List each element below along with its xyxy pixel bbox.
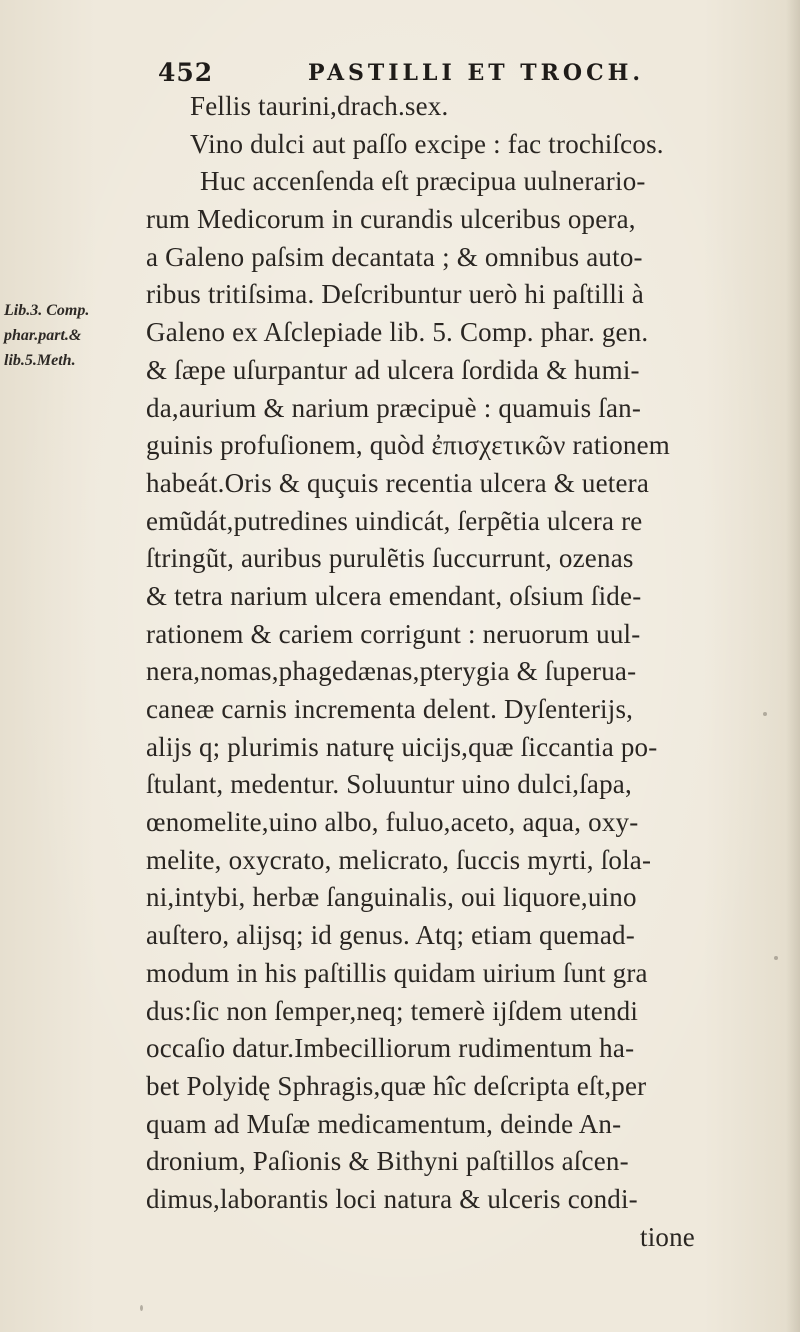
body-text <box>146 88 766 1256</box>
text-line: ribus tritiſsima. Deſcribuntur uerò hi paſtilli à <box>146 279 644 310</box>
text-line: quam ad Muſæ medicamentum, deinde An- <box>146 1108 622 1139</box>
paper-speck <box>140 1305 143 1311</box>
text-line: Galeno ex Aſclepiade lib. 5. Comp. phar. gen. <box>146 317 649 348</box>
text-line: Vino dulci aut paſſo excipe : fac trochiſcos. <box>190 128 664 159</box>
text-line: Huc accenſenda eſt præcipua uulnerario- <box>200 166 646 197</box>
paper-speck <box>774 956 778 960</box>
text-line: modum in his paſtillis quidam uirium ſunt gra <box>146 957 648 988</box>
text-line: & tetra narium ulcera emendant, oſsium ſide- <box>146 580 642 611</box>
page-edge-shadow <box>786 0 800 1332</box>
text-line: melite, oxycrato, melicrato, ſuccis myrti, ſola- <box>146 844 652 875</box>
text-line: bet Polyidę Sphragis,quæ hîc deſcripta eſt,per <box>146 1070 647 1101</box>
text-line: tione <box>640 1221 695 1252</box>
text-line: œnomelite,uino albo, fuluo,aceto, aqua, oxy- <box>146 807 639 838</box>
text-line: nera,nomas,phagedænas,pterygia & ſuperua- <box>146 656 637 687</box>
running-head: PASTILLI ET TROCH. <box>308 60 645 86</box>
margin-note-line: lib.5.Meth. <box>4 352 76 369</box>
text-line: Fellis taurini,drach.sex. <box>190 91 449 121</box>
text-line: a Galeno paſsim decantata ; & omnibus auto- <box>146 241 643 272</box>
text-line: guinis profuſionem, quòd ἐπισχετικῶν rationem <box>146 430 671 461</box>
margin-note-line: phar.part.& <box>4 327 82 344</box>
paper-speck <box>763 712 767 716</box>
text-line: & ſæpe uſurpantur ad ulcera ſordida & humi- <box>146 354 640 385</box>
text-line: alijs q; plurimis naturę uicijs,quæ ſiccantia po- <box>146 731 658 762</box>
text-line: ſtulant, medentur. Soluuntur uino dulci,ſapa, <box>146 769 632 800</box>
text-line: ni,intybi, herbæ ſanguinalis, oui liquore,uino <box>146 882 637 913</box>
text-line: dus:ſic non ſemper,neq; temerè ijſdem utendi <box>146 995 639 1026</box>
text-line: rum Medicorum in curandis ulceribus opera, <box>146 204 636 235</box>
margin-note <box>4 298 154 373</box>
text-line: dimus,laborantis loci natura & ulceris condi- <box>146 1183 638 1214</box>
page-number: 452 <box>158 58 214 87</box>
text-line: caneæ carnis incrementa delent. Dyſenterijs, <box>146 694 634 724</box>
text-line: da,aurium & narium præcipuè : quamuis ſan- <box>146 392 642 423</box>
text-line: occaſio datur.Imbecilliorum rudimentum ha- <box>146 1033 635 1064</box>
text-line: auſtero, alijsq; id genus. Atq; etiam quemad- <box>146 920 635 951</box>
margin-note-line: Lib.3. Comp. <box>4 302 90 319</box>
text-line: habeát.Oris & quçuis recentia ulcera & uetera <box>146 467 650 498</box>
text-line: ſtringũt, auribus purulẽtis ſuccurrunt, ozenas <box>146 543 634 574</box>
text-line: rationem & cariem corrigunt : neruorum uul- <box>146 618 641 649</box>
text-line: emũdát,putredines uindicát, ſerpẽtia ulcera re <box>146 505 643 536</box>
text-line: dronium, Paſionis & Bithyni paſtillos aſcen- <box>146 1146 629 1177</box>
